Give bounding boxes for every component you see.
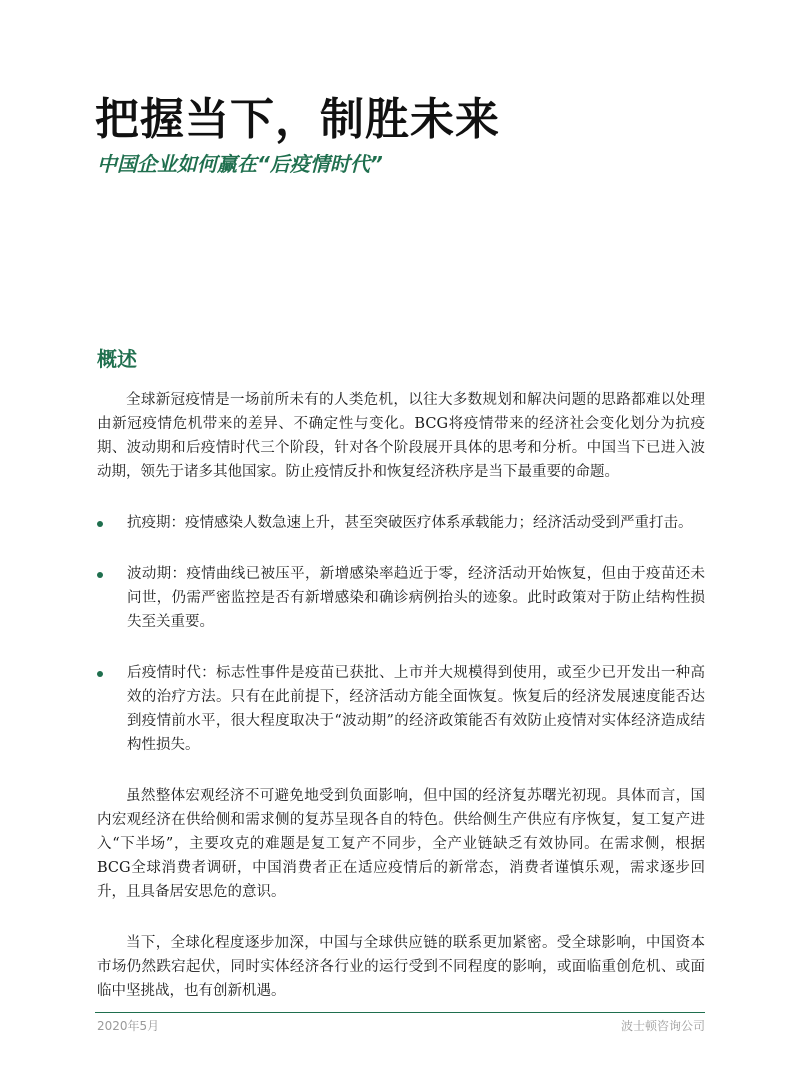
- intro-paragraph: 全球新冠疫情是一场前所未有的人类危机，以往大多数规划和解决问题的思路都难以处理由新冠疫情危机带来的差异、不确定性与变化。BCG将疫情带来的经济社会变化划分为抗疫期、波动期和后疫情时代三个阶段，针对各个阶段展开具体的思考和分析。中国当下已进入波动期，领先于诸多其他国家。防止疫情反扑和恢复经济秩序是当下最重要的命题。: [97, 392, 705, 480]
- bullet-icon: [97, 521, 103, 527]
- bullet-text: 波动期：疫情曲线已被压平，新增感染率趋近于零，经济活动开始恢复，但由于疫苗还未问世，仍需严密监控是否有新增感染和确诊病例抬头的迹象。此时政策对于防止结构性损失至关重要。: [127, 566, 705, 630]
- footer-organization: 波士顿咨询公司: [620, 1019, 705, 1033]
- list-item: [97, 562, 705, 634]
- body-content: [97, 388, 705, 1003]
- page-title: 把握当下，制胜未来: [95, 94, 500, 145]
- phase-list: [97, 511, 705, 757]
- page-subtitle: 中国企业如何赢在“后疫情时代”: [97, 152, 383, 176]
- globalization-paragraph: 当下，全球化程度逐步加深，中国与全球供应链的联系更加紧密。受全球影响，中国资本市场仍然跌宕起伏，同时实体经济各行业的运行受到不同程度的影响，或面临重创危机、或面临中坚挑战，也有创新机遇。: [97, 935, 705, 999]
- footer-date: 2020年5月: [97, 1019, 160, 1033]
- list-item: [97, 511, 705, 535]
- footer-divider: [95, 1012, 705, 1013]
- bullet-text: 后疫情时代：标志性事件是疫苗已获批、上市并大规模得到使用，或至少已开发出一种高效的治疗方法。只有在此前提下，经济活动方能全面恢复。恢复后的经济发展速度能否达到疫情前水平，很大程度取决于“波动期”的经济政策能否有效防止疫情对实体经济造成结构性损失。: [127, 665, 705, 753]
- section-heading-overview: 概述: [97, 347, 137, 371]
- bullet-icon: [97, 671, 103, 677]
- bullet-text: 抗疫期：疫情感染人数急速上升，甚至突破医疗体系承载能力；经济活动受到严重打击。: [127, 515, 693, 531]
- list-item: [97, 661, 705, 757]
- bullet-icon: [97, 572, 103, 578]
- recovery-paragraph: 虽然整体宏观经济不可避免地受到负面影响，但中国的经济复苏曙光初现。具体而言，国内宏观经济在供给侧和需求侧的复苏呈现各自的特色。供给侧生产供应有序恢复，复工复产进入“下半场”，主要攻克的难题是复工复产不同步，全产业链缺乏有效协同。在需求侧，根据BCG全球消费者调研，中国消费者正在适应疫情后的新常态，消费者谨慎乐观，需求逐步回升，且具备居安思危的意识。: [97, 788, 705, 900]
